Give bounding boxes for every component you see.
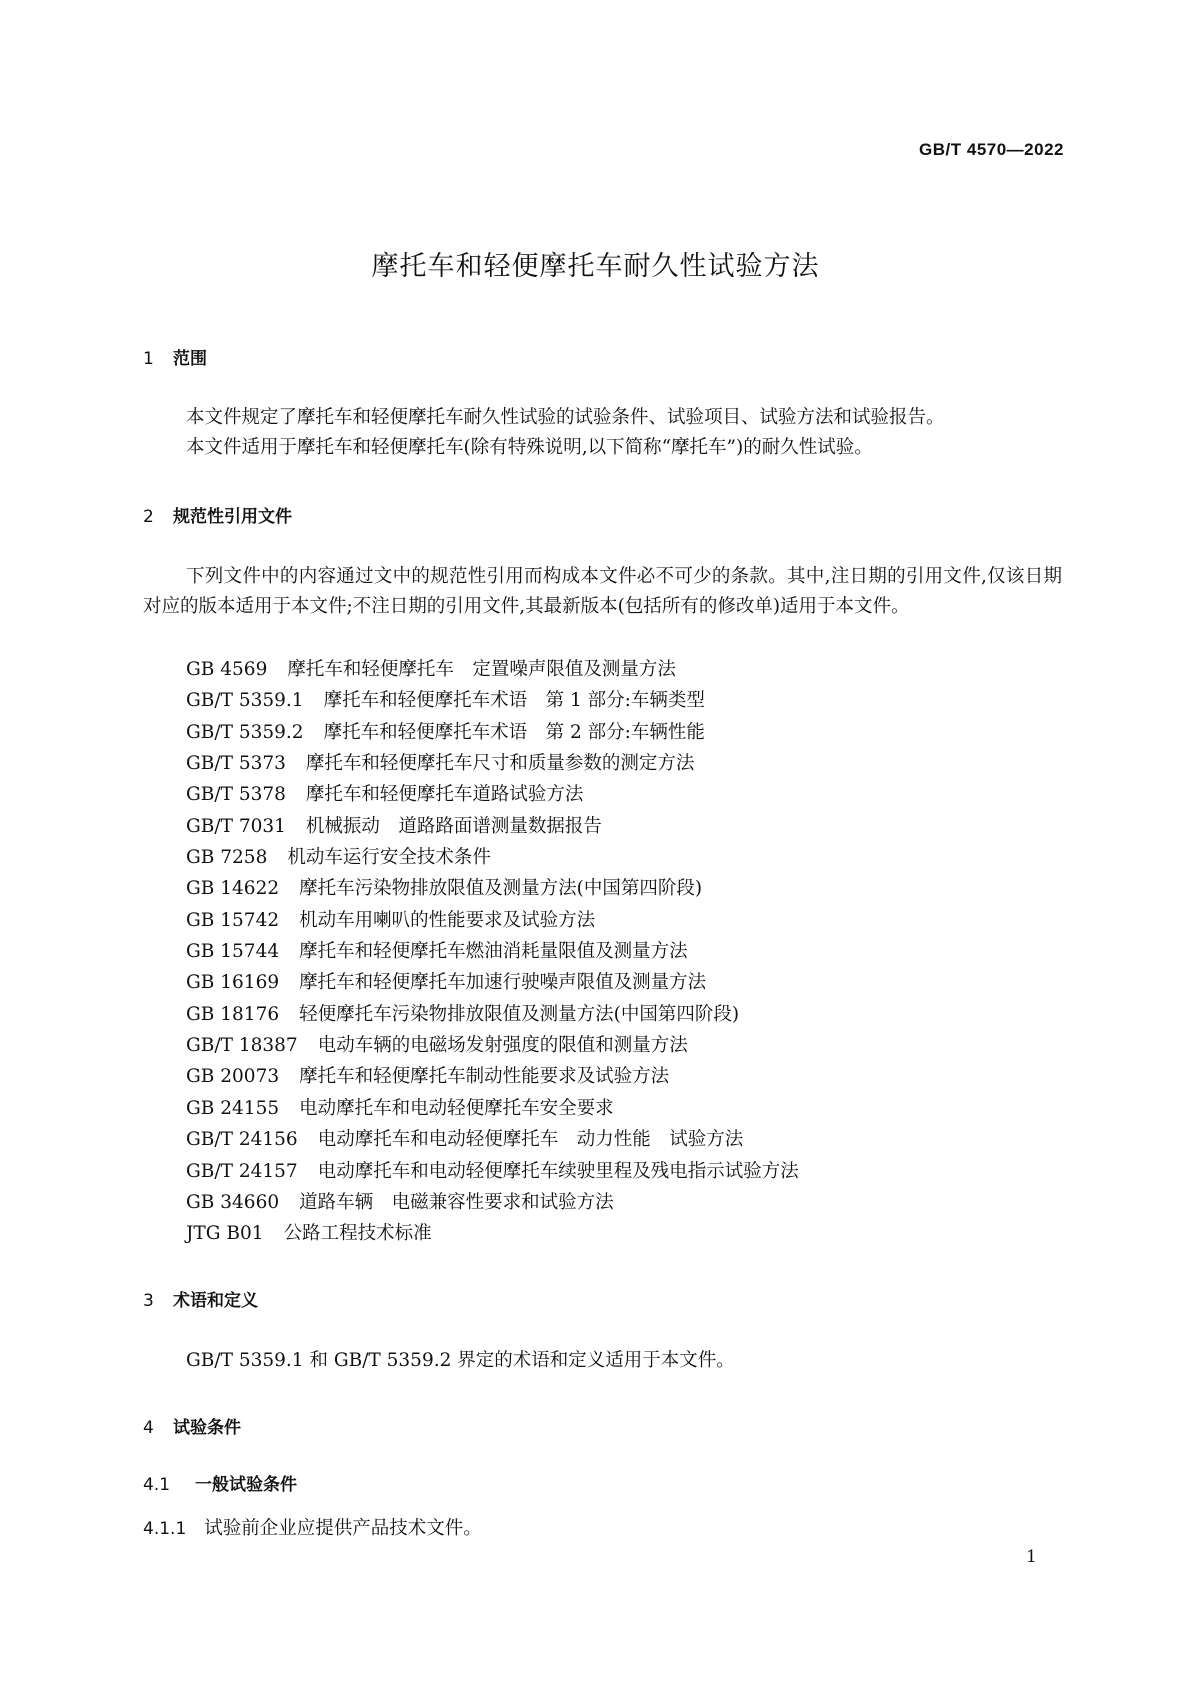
reference-title: 电动车辆的电磁场发射强度的限值和测量方法 <box>317 1035 688 1057</box>
reference-code: GB/T 5378 <box>186 784 286 806</box>
reference-item <box>186 936 799 967</box>
standard-number: GB/T 4570—2022 <box>919 140 1064 159</box>
reference-item <box>186 685 799 716</box>
reference-item <box>186 717 799 748</box>
reference-item <box>186 1187 799 1218</box>
section-number: 4 <box>143 1418 154 1438</box>
clause-text: 试验前企业应提供产品技术文件。 <box>204 1518 482 1539</box>
paragraph: 本文件规定了摩托车和轻便摩托车耐久性试验的试验条件、试验项目、试验方法和试验报告。 <box>186 407 945 428</box>
reference-item <box>186 873 799 904</box>
reference-code: GB 16169 <box>186 972 280 994</box>
reference-code: GB/T 5359.2 <box>186 721 304 743</box>
clause-4-1-1 <box>143 1514 482 1540</box>
clause-number: 4.1.1 <box>143 1519 187 1539</box>
paragraph: 本文件适用于摩托车和轻便摩托车(除有特殊说明,以下简称“摩托车”)的耐久性试验。 <box>186 437 873 458</box>
subsection-title: 一般试验条件 <box>195 1475 297 1495</box>
reference-title: 电动摩托车和电动轻便摩托车续驶里程及残电指示试验方法 <box>317 1160 799 1182</box>
section-title: 规范性引用文件 <box>173 507 292 527</box>
reference-code: GB 15744 <box>186 941 280 963</box>
reference-item <box>186 999 799 1030</box>
reference-title: 摩托车和轻便摩托车尺寸和质量参数的测定方法 <box>305 753 695 775</box>
reference-title: 电动摩托车和电动轻便摩托车安全要求 <box>299 1097 614 1119</box>
section-2-heading <box>143 502 292 527</box>
reference-code: GB 14622 <box>186 878 280 900</box>
reference-item <box>186 811 799 842</box>
reference-code: GB 7258 <box>186 847 268 869</box>
reference-code: GB 24155 <box>186 1097 280 1119</box>
reference-title: 摩托车和轻便摩托车制动性能要求及试验方法 <box>299 1066 670 1088</box>
reference-code: GB 18176 <box>186 1003 280 1025</box>
reference-item <box>186 842 799 873</box>
section-title: 试验条件 <box>173 1418 241 1438</box>
reference-code: GB/T 5373 <box>186 753 286 775</box>
section-title: 术语和定义 <box>173 1291 258 1311</box>
section-1-body <box>143 403 1062 463</box>
reference-title: 摩托车和轻便摩托车术语 第 2 部分:车辆性能 <box>323 721 705 743</box>
reference-title: 轻便摩托车污染物排放限值及测量方法(中国第四阶段) <box>299 1003 740 1025</box>
reference-title: 电动摩托车和电动轻便摩托车 动力性能 试验方法 <box>317 1129 744 1151</box>
section-3-body <box>143 1346 1062 1376</box>
reference-code: GB 20073 <box>186 1066 280 1088</box>
document-title: 摩托车和轻便摩托车耐久性试验方法 <box>371 251 820 282</box>
reference-title: 机动车用喇叭的性能要求及试验方法 <box>299 909 596 931</box>
reference-item <box>186 967 799 998</box>
reference-item <box>186 654 799 685</box>
reference-item <box>186 905 799 936</box>
section-3-heading <box>143 1286 258 1311</box>
reference-item <box>186 748 799 779</box>
reference-code: GB 34660 <box>186 1191 280 1213</box>
reference-code: GB/T 7031 <box>186 815 286 837</box>
reference-code: GB 4569 <box>186 659 268 680</box>
subsection-number: 4.1 <box>143 1475 171 1495</box>
reference-code: GB/T 5359.1 <box>186 690 304 712</box>
reference-item <box>186 1030 799 1061</box>
reference-code: GB/T 18387 <box>186 1035 298 1057</box>
reference-item <box>186 1124 799 1155</box>
section-number: 1 <box>143 349 154 369</box>
reference-item <box>186 1061 799 1092</box>
normative-references-list <box>186 654 799 1250</box>
paragraph: GB/T 5359.1 和 GB/T 5359.2 界定的术语和定义适用于本文件。 <box>186 1350 735 1371</box>
section-title: 范围 <box>173 349 207 369</box>
reference-title: 摩托车污染物排放限值及测量方法(中国第四阶段) <box>299 878 703 900</box>
reference-title: 机械振动 道路路面谱测量数据报告 <box>305 815 602 837</box>
section-number: 2 <box>143 507 154 527</box>
reference-item <box>186 1093 799 1124</box>
reference-title: 摩托车和轻便摩托车术语 第 1 部分:车辆类型 <box>323 690 705 712</box>
reference-title: 摩托车和轻便摩托车加速行驶噪声限值及测量方法 <box>299 972 707 994</box>
reference-title: 摩托车和轻便摩托车道路试验方法 <box>305 784 584 806</box>
reference-code: JTG B01 <box>186 1223 264 1245</box>
reference-title: 公路工程技术标准 <box>283 1223 432 1245</box>
section-1-heading <box>143 344 207 369</box>
reference-code: GB/T 24157 <box>186 1160 298 1182</box>
reference-title: 摩托车和轻便摩托车 定置噪声限值及测量方法 <box>287 659 676 680</box>
page-number: 1 <box>1026 1547 1037 1567</box>
reference-title: 摩托车和轻便摩托车燃油消耗量限值及测量方法 <box>299 941 688 963</box>
section-4-heading <box>143 1413 241 1438</box>
reference-title: 道路车辆 电磁兼容性要求和试验方法 <box>299 1191 614 1213</box>
paragraph: 下列文件中的内容通过文中的规范性引用而构成本文件必不可少的条款。其中,注日期的引用文件,仅该日期对应的版本适用于本文件;不注日期的引用文件,其最新版本(包括所有的修改单)适用于本文件。 <box>143 566 1062 617</box>
reference-code: GB 15742 <box>186 909 280 931</box>
reference-item <box>186 1218 799 1249</box>
subsection-4-1-heading <box>143 1470 297 1495</box>
reference-item <box>186 779 799 810</box>
section-2-intro <box>143 562 1062 622</box>
reference-item <box>186 1156 799 1187</box>
reference-code: GB/T 24156 <box>186 1129 298 1151</box>
section-number: 3 <box>143 1291 154 1311</box>
reference-title: 机动车运行安全技术条件 <box>287 847 491 869</box>
